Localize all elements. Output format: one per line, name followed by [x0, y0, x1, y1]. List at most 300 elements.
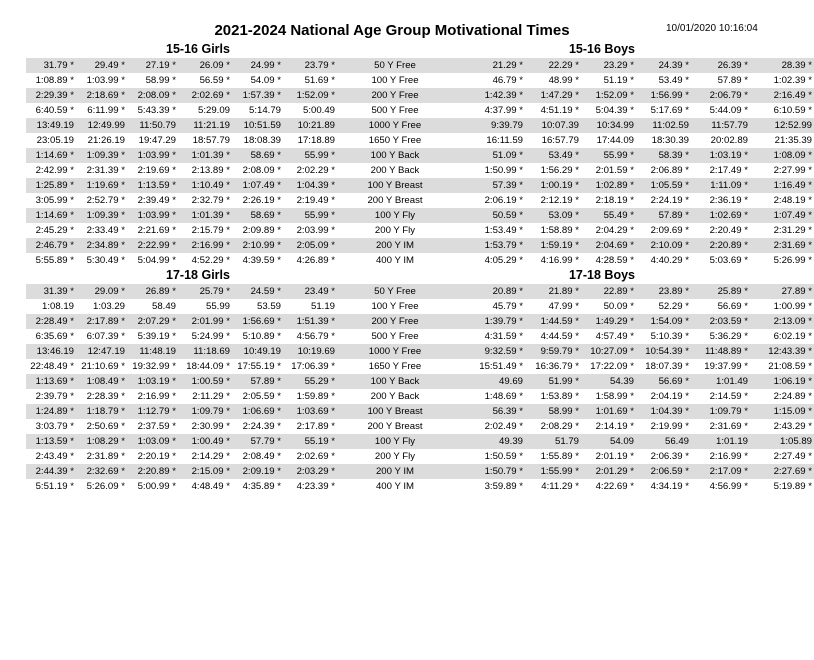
- boys-time-cell: 10:27.09 *: [581, 344, 636, 359]
- boys-time-cell: 1:50.59 *: [484, 451, 523, 462]
- boys-time-cell: 1:15.09 *: [750, 404, 814, 419]
- girls-time-cell: 1:12.79 *: [127, 404, 178, 419]
- girls-time-cell: 2:46.79 *: [26, 238, 76, 253]
- girls-time-cell: 2:10.99 *: [232, 238, 283, 253]
- boys-time-cell: 2:31.69 *: [750, 238, 814, 253]
- boys-time-cell: 2:27.99 *: [773, 165, 812, 176]
- boys-time-cell: 1:11.09 *: [691, 178, 750, 193]
- girls-time-cell: 1:57.39 *: [232, 88, 283, 103]
- girls-time-cell: 58.49: [151, 301, 176, 312]
- boys-time-cell: 1:56.99 *: [636, 88, 691, 103]
- girls-time-cell: 5:00.99 *: [137, 481, 176, 492]
- girls-time-cell: 2:33.49 *: [86, 225, 125, 236]
- boys-time-cell: 18:30.39: [651, 135, 689, 146]
- event-name-cell: 400 Y IM: [375, 481, 415, 492]
- boys-time-cell: 22.89 *: [581, 284, 636, 299]
- girls-time-cell: 17:55.19 *: [237, 361, 281, 372]
- age-group-block: [26, 267, 812, 494]
- table-row: [26, 404, 814, 419]
- boys-time-cell: 2:20.49 *: [709, 225, 748, 236]
- girls-time-cell: 24.99 *: [232, 58, 283, 73]
- table-row: [26, 479, 814, 494]
- girls-time-cell: 2:17.89 *: [76, 314, 127, 329]
- boys-time-cell: 47.99 *: [548, 301, 579, 312]
- boys-time-cell: 21:35.39: [774, 135, 812, 146]
- boys-time-cell: 5:04.39 *: [595, 105, 634, 116]
- boys-time-cell: 51.09 *: [453, 148, 525, 163]
- boys-time-cell: 2:01.29 *: [581, 464, 636, 479]
- girls-time-cell: 5:29.09: [197, 105, 230, 116]
- table-row: [26, 133, 814, 148]
- event-name-cell: 500 Y Free: [371, 105, 419, 116]
- table-row: [26, 359, 814, 374]
- boys-time-cell: 2:01.19 *: [595, 451, 634, 462]
- boys-time-cell: 45.79 *: [492, 301, 523, 312]
- table-row: [26, 434, 814, 449]
- girls-time-cell: 2:15.79 *: [191, 225, 230, 236]
- boys-time-cell: 2:06.89 *: [650, 165, 689, 176]
- boys-time-cell: 12:52.99: [750, 118, 814, 133]
- table-row: [26, 103, 814, 118]
- table-row: [26, 284, 814, 299]
- block-header: [26, 267, 764, 284]
- girls-time-cell: 1:13.69 *: [26, 374, 76, 389]
- girls-time-cell: 2:32.79 *: [191, 195, 230, 206]
- girls-time-cell: 55.99: [205, 301, 230, 312]
- girls-time-cell: 2:09.89 *: [242, 225, 281, 236]
- girls-time-cell: 18:44.09 *: [186, 361, 230, 372]
- boys-time-cell: 50.59 *: [453, 208, 525, 223]
- girls-time-cell: 11:50.79: [127, 118, 178, 133]
- event-name-cell: 50 Y Free: [337, 58, 453, 73]
- girls-time-cell: 19:47.29: [138, 135, 176, 146]
- boys-time-cell: 54.39: [581, 374, 636, 389]
- girls-time-cell: 23.79 *: [283, 58, 337, 73]
- block-header: [26, 41, 764, 58]
- girls-time-cell: 1:14.69 *: [26, 148, 76, 163]
- boys-time-cell: 20.89 *: [453, 284, 525, 299]
- boys-time-cell: 4:37.99 *: [484, 105, 523, 116]
- girls-time-cell: 2:08.09 *: [127, 88, 178, 103]
- girls-time-cell: 1:03.19 *: [127, 374, 178, 389]
- boys-time-cell: 55.49 *: [581, 208, 636, 223]
- boys-time-cell: 1:06.19 *: [750, 374, 814, 389]
- girls-time-cell: 55.19 *: [283, 434, 337, 449]
- boys-time-cell: 1:00.19 *: [525, 178, 581, 193]
- girls-time-cell: 1:09.39 *: [76, 148, 127, 163]
- boys-time-cell: 1:58.99 *: [595, 391, 634, 402]
- boys-time-cell: 4:16.99 *: [540, 255, 579, 266]
- girls-time-cell: 1:56.69 *: [232, 314, 283, 329]
- boys-time-cell: 17:44.09: [596, 135, 634, 146]
- boys-time-cell: 5:10.39 *: [650, 331, 689, 342]
- boys-time-cell: 1:08.09 *: [750, 148, 814, 163]
- girls-time-cell: 2:17.89 *: [296, 421, 335, 432]
- event-name-cell: 500 Y Free: [371, 331, 419, 342]
- girls-time-cell: 2:31.39 *: [86, 165, 125, 176]
- girls-time-cell: 2:20.89 *: [127, 464, 178, 479]
- boys-section-title: 15-16 Boys: [568, 42, 635, 56]
- boys-time-cell: 11:48.89 *: [691, 344, 750, 359]
- boys-time-cell: 21.29 *: [453, 58, 525, 73]
- boys-time-cell: 21.89 *: [525, 284, 581, 299]
- event-name-cell: 100 Y Breast: [337, 178, 453, 193]
- girls-time-cell: 5:00.49: [302, 105, 335, 116]
- girls-time-cell: 2:02.69 *: [296, 451, 335, 462]
- event-name-cell: 100 Y Fly: [337, 434, 453, 449]
- girls-section-title: 15-16 Girls: [166, 42, 230, 56]
- boys-time-cell: 2:18.19 *: [595, 195, 634, 206]
- event-name-cell: 1650 Y Free: [368, 361, 422, 372]
- girls-time-cell: 10:19.69: [283, 344, 337, 359]
- times-table: [26, 284, 814, 494]
- boys-time-cell: 4:56.99 *: [709, 481, 748, 492]
- girls-time-cell: 3:05.99 *: [35, 195, 74, 206]
- boys-time-cell: 2:08.29 *: [540, 421, 579, 432]
- boys-time-cell: 1:50.99 *: [484, 165, 523, 176]
- boys-time-cell: 1:07.49 *: [750, 208, 814, 223]
- girls-time-cell: 29.49 *: [76, 58, 127, 73]
- girls-time-cell: 54.09 *: [250, 75, 281, 86]
- boys-time-cell: 1:58.89 *: [540, 225, 579, 236]
- girls-time-cell: 1:14.69 *: [26, 208, 76, 223]
- boys-time-cell: 2:03.59 *: [691, 314, 750, 329]
- girls-time-cell: 6:07.39 *: [86, 331, 125, 342]
- boys-time-cell: 2:06.59 *: [636, 464, 691, 479]
- girls-time-cell: 5:30.49 *: [86, 255, 125, 266]
- girls-time-cell: 17:18.89: [297, 135, 335, 146]
- boys-time-cell: 5:19.89 *: [773, 481, 812, 492]
- girls-time-cell: 1:01.39 *: [178, 208, 232, 223]
- boys-time-cell: 10:54.39 *: [636, 344, 691, 359]
- girls-time-cell: 55.99 *: [283, 208, 337, 223]
- boys-time-cell: 5:26.99 *: [773, 255, 812, 266]
- table-row: [26, 88, 814, 103]
- girls-time-cell: 2:39.49 *: [137, 195, 176, 206]
- girls-time-cell: 2:07.29 *: [127, 314, 178, 329]
- girls-time-cell: 53.59: [256, 301, 281, 312]
- boys-time-cell: 56.69 *: [717, 301, 748, 312]
- boys-time-cell: 46.79 *: [492, 75, 523, 86]
- girls-time-cell: 4:23.39 *: [296, 481, 335, 492]
- girls-time-cell: 5:14.79: [248, 105, 281, 116]
- girls-time-cell: 1:03.09 *: [127, 434, 178, 449]
- boys-time-cell: 51.19 *: [603, 75, 634, 86]
- girls-time-cell: 57.79 *: [232, 434, 283, 449]
- boys-time-cell: 10:07.39: [525, 118, 581, 133]
- girls-time-cell: 2:21.69 *: [137, 225, 176, 236]
- girls-time-cell: 2:22.99 *: [127, 238, 178, 253]
- timestamp: 10/01/2020 10:16:04: [666, 23, 758, 34]
- girls-time-cell: 1:03.69 *: [283, 404, 337, 419]
- boys-time-cell: 1:04.39 *: [636, 404, 691, 419]
- boys-time-cell: 2:04.19 *: [650, 391, 689, 402]
- boys-time-cell: 17:22.09 *: [590, 361, 634, 372]
- event-name-cell: 100 Y Breast: [337, 404, 453, 419]
- girls-time-cell: 6:11.99 *: [87, 105, 125, 116]
- girls-time-cell: 5:26.09 *: [86, 481, 125, 492]
- boys-time-cell: 4:28.59 *: [595, 255, 634, 266]
- girls-time-cell: 1:13.59 *: [127, 178, 178, 193]
- boys-time-cell: 20:02.89: [710, 135, 748, 146]
- boys-time-cell: 2:10.09 *: [636, 238, 691, 253]
- girls-time-cell: 1:10.49 *: [178, 178, 232, 193]
- table-row: [26, 58, 814, 73]
- boys-time-cell: 4:44.59 *: [540, 331, 579, 342]
- girls-time-cell: 2:16.99 *: [137, 391, 176, 402]
- girls-time-cell: 4:56.79 *: [296, 331, 335, 342]
- event-name-cell: 200 Y Fly: [374, 451, 416, 462]
- boys-time-cell: 18:07.39 *: [645, 361, 689, 372]
- girls-time-cell: 1:07.49 *: [232, 178, 283, 193]
- boys-time-cell: 56.69 *: [636, 374, 691, 389]
- girls-time-cell: 1:18.79 *: [76, 404, 127, 419]
- boys-time-cell: 48.99 *: [548, 75, 579, 86]
- girls-time-cell: 2:02.29 *: [296, 165, 335, 176]
- boys-time-cell: 1:55.89 *: [540, 451, 579, 462]
- boys-time-cell: 2:04.69 *: [581, 238, 636, 253]
- boys-time-cell: 9:59.79 *: [525, 344, 581, 359]
- boys-time-cell: 57.39 *: [453, 178, 525, 193]
- boys-time-cell: 6:02.19 *: [773, 331, 812, 342]
- boys-time-cell: 1:50.79 *: [453, 464, 525, 479]
- boys-time-cell: 2:31.29 *: [773, 225, 812, 236]
- girls-time-cell: 1:03.29: [92, 301, 125, 312]
- girls-time-cell: 2:19.69 *: [137, 165, 176, 176]
- boys-time-cell: 11:57.79: [691, 118, 750, 133]
- table-row: [26, 374, 814, 389]
- girls-time-cell: 31.39 *: [26, 284, 76, 299]
- boys-time-cell: 12:43.39 *: [750, 344, 814, 359]
- table-row: [26, 464, 814, 479]
- girls-time-cell: 2:19.49 *: [296, 195, 335, 206]
- table-row: [26, 253, 814, 268]
- girls-time-cell: 2:09.19 *: [232, 464, 283, 479]
- girls-time-cell: 10:49.19: [232, 344, 283, 359]
- girls-time-cell: 29.09 *: [76, 284, 127, 299]
- boys-time-cell: 51.79: [525, 434, 581, 449]
- girls-time-cell: 51.69 *: [304, 75, 335, 86]
- boys-time-cell: 1:53.89 *: [540, 391, 579, 402]
- girls-time-cell: 1:03.99 *: [127, 208, 178, 223]
- girls-time-cell: 2:43.49 *: [35, 451, 74, 462]
- boys-time-cell: 1:00.99 *: [773, 301, 812, 312]
- girls-time-cell: 1:01.39 *: [178, 148, 232, 163]
- event-name-cell: 200 Y IM: [337, 464, 453, 479]
- boys-time-cell: 2:14.59 *: [709, 391, 748, 402]
- event-name-cell: 100 Y Fly: [337, 208, 453, 223]
- event-name-cell: 200 Y IM: [337, 238, 453, 253]
- boys-time-cell: 21:08.59 *: [768, 361, 812, 372]
- boys-time-cell: 1:05.89: [750, 434, 814, 449]
- girls-time-cell: 17:06.39 *: [291, 361, 335, 372]
- girls-time-cell: 5:10.89 *: [242, 331, 281, 342]
- boys-time-cell: 6:10.59 *: [773, 105, 812, 116]
- girls-time-cell: 22:48.49 *: [30, 361, 74, 372]
- girls-time-cell: 21:26.19: [87, 135, 125, 146]
- boys-time-cell: 27.89 *: [750, 284, 814, 299]
- boys-time-cell: 49.69: [453, 374, 525, 389]
- girls-time-cell: 18:57.79: [192, 135, 230, 146]
- girls-time-cell: 2:11.29 *: [192, 391, 230, 402]
- boys-time-cell: 16:57.79: [541, 135, 579, 146]
- page-title: 2021-2024 National Age Group Motivational Times: [214, 22, 570, 39]
- boys-time-cell: 16:11.59: [486, 135, 523, 146]
- girls-time-cell: 31.79 *: [26, 58, 76, 73]
- girls-time-cell: 2:05.59 *: [242, 391, 281, 402]
- girls-time-cell: 1:00.49 *: [178, 434, 232, 449]
- table-row: [26, 73, 814, 88]
- girls-time-cell: 12:47.19: [76, 344, 127, 359]
- event-name-cell: 100 Y Free: [371, 301, 419, 312]
- girls-time-cell: 2:32.69 *: [76, 464, 127, 479]
- girls-time-cell: 2:34.89 *: [76, 238, 127, 253]
- girls-time-cell: 25.79 *: [178, 284, 232, 299]
- girls-time-cell: 23.49 *: [283, 284, 337, 299]
- boys-time-cell: 26.39 *: [691, 58, 750, 73]
- times-table: [26, 58, 814, 268]
- boys-time-cell: 58.99 *: [525, 404, 581, 419]
- boys-time-cell: 1:42.39 *: [453, 88, 525, 103]
- boys-time-cell: 24.39 *: [636, 58, 691, 73]
- boys-time-cell: 1:59.19 *: [525, 238, 581, 253]
- event-name-cell: 100 Y Back: [337, 374, 453, 389]
- boys-time-cell: 2:06.19 *: [484, 195, 523, 206]
- boys-time-cell: 1:44.59 *: [525, 314, 581, 329]
- girls-time-cell: 57.89 *: [232, 374, 283, 389]
- girls-time-cell: 2:20.19 *: [137, 451, 176, 462]
- boys-time-cell: 2:09.69 *: [650, 225, 689, 236]
- boys-time-cell: 1:16.49 *: [750, 178, 814, 193]
- boys-time-cell: 2:19.99 *: [650, 421, 689, 432]
- boys-time-cell: 2:43.29 *: [773, 421, 812, 432]
- boys-time-cell: 57.89 *: [717, 75, 748, 86]
- girls-time-cell: 2:15.09 *: [178, 464, 232, 479]
- girls-time-cell: 1:24.89 *: [26, 404, 76, 419]
- girls-time-cell: 2:08.09 *: [242, 165, 281, 176]
- table-row: [26, 449, 814, 464]
- girls-time-cell: 1:59.89 *: [296, 391, 335, 402]
- boys-time-cell: 1:49.29 *: [581, 314, 636, 329]
- girls-time-cell: 1:51.39 *: [283, 314, 337, 329]
- girls-time-cell: 6:40.59 *: [35, 105, 74, 116]
- boys-time-cell: 56.49: [636, 434, 691, 449]
- girls-time-cell: 2:28.39 *: [86, 391, 125, 402]
- girls-time-cell: 1:03.99 *: [86, 75, 125, 86]
- boys-time-cell: 1:55.99 *: [525, 464, 581, 479]
- girls-time-cell: 5:43.39 *: [137, 105, 176, 116]
- boys-time-cell: 28.39 *: [750, 58, 814, 73]
- boys-time-cell: 5:36.29 *: [709, 331, 748, 342]
- girls-time-cell: 2:08.49 *: [242, 451, 281, 462]
- boys-time-cell: 3:59.89 *: [484, 481, 523, 492]
- girls-time-cell: 2:29.39 *: [26, 88, 76, 103]
- girls-time-cell: 4:48.49 *: [191, 481, 230, 492]
- table-row: [26, 389, 814, 404]
- table-row: [26, 419, 814, 434]
- boys-time-cell: 2:14.19 *: [595, 421, 634, 432]
- boys-time-cell: 2:12.19 *: [540, 195, 579, 206]
- girls-time-cell: 2:18.69 *: [76, 88, 127, 103]
- table-row: [26, 299, 814, 314]
- girls-time-cell: 1:25.89 *: [26, 178, 76, 193]
- table-row: [26, 344, 814, 359]
- girls-time-cell: 11:21.19: [178, 118, 232, 133]
- girls-time-cell: 13:49.19: [26, 118, 76, 133]
- boys-time-cell: 2:27.69 *: [750, 464, 814, 479]
- event-name-cell: 100 Y Free: [371, 75, 419, 86]
- event-name-cell: 200 Y Breast: [367, 421, 423, 432]
- girls-time-cell: 2:37.59 *: [137, 421, 176, 432]
- boys-time-cell: 53.49 *: [525, 148, 581, 163]
- girls-time-cell: 51.19: [310, 301, 335, 312]
- girls-time-cell: 2:26.19 *: [242, 195, 281, 206]
- girls-time-cell: 5:55.89 *: [35, 255, 74, 266]
- boys-time-cell: 2:01.59 *: [595, 165, 634, 176]
- girls-time-cell: 58.99 *: [145, 75, 176, 86]
- girls-time-cell: 2:14.29 *: [191, 451, 230, 462]
- boys-time-cell: 15:51.49 *: [479, 361, 523, 372]
- boys-time-cell: 53.09 *: [525, 208, 581, 223]
- table-row: [26, 148, 814, 163]
- boys-time-cell: 4:31.59 *: [484, 331, 523, 342]
- table-row: [26, 193, 814, 208]
- girls-time-cell: 21:10.69 *: [81, 361, 125, 372]
- girls-time-cell: 2:45.29 *: [35, 225, 74, 236]
- boys-time-cell: 1:01.19: [691, 434, 750, 449]
- table-row: [26, 314, 814, 329]
- girls-time-cell: 2:52.79 *: [86, 195, 125, 206]
- boys-time-cell: 1:02.69 *: [691, 208, 750, 223]
- girls-time-cell: 1:06.69 *: [232, 404, 283, 419]
- boys-time-cell: 23.89 *: [636, 284, 691, 299]
- boys-time-cell: 56.39 *: [453, 404, 525, 419]
- girls-time-cell: 5:39.19 *: [137, 331, 176, 342]
- boys-time-cell: 9:32.59 *: [453, 344, 525, 359]
- event-name-cell: 1000 Y Free: [337, 344, 453, 359]
- table-row: [26, 329, 814, 344]
- girls-time-cell: 1:08.49 *: [76, 374, 127, 389]
- boys-time-cell: 2:27.49 *: [773, 451, 812, 462]
- boys-time-cell: 2:20.89 *: [691, 238, 750, 253]
- boys-time-cell: 2:17.09 *: [691, 464, 750, 479]
- event-name-cell: 200 Y Back: [370, 165, 420, 176]
- boys-time-cell: 4:22.69 *: [595, 481, 634, 492]
- boys-time-cell: 11:02.59: [636, 118, 691, 133]
- boys-time-cell: 1:53.79 *: [453, 238, 525, 253]
- boys-time-cell: 2:31.69 *: [709, 421, 748, 432]
- girls-time-cell: 26.89 *: [127, 284, 178, 299]
- boys-time-cell: 1:09.79 *: [691, 404, 750, 419]
- girls-time-cell: 2:02.69 *: [178, 88, 232, 103]
- girls-section-title: 17-18 Girls: [166, 268, 230, 282]
- boys-time-cell: 2:24.89 *: [773, 391, 812, 402]
- boys-time-cell: 4:11.29 *: [541, 481, 579, 492]
- event-name-cell: 400 Y IM: [375, 255, 415, 266]
- girls-time-cell: 18:08.39: [243, 135, 281, 146]
- girls-time-cell: 58.69 *: [232, 148, 283, 163]
- table-row: [26, 223, 814, 238]
- girls-time-cell: 1:03.99 *: [127, 148, 178, 163]
- girls-time-cell: 2:50.69 *: [86, 421, 125, 432]
- girls-time-cell: 2:16.99 *: [178, 238, 232, 253]
- boys-section-title: 17-18 Boys: [568, 268, 635, 282]
- boys-time-cell: 58.39 *: [636, 148, 691, 163]
- girls-time-cell: 10:21.89: [283, 118, 337, 133]
- boys-time-cell: 1:47.29 *: [525, 88, 581, 103]
- girls-time-cell: 2:13.89 *: [191, 165, 230, 176]
- girls-time-cell: 2:01.99 *: [178, 314, 232, 329]
